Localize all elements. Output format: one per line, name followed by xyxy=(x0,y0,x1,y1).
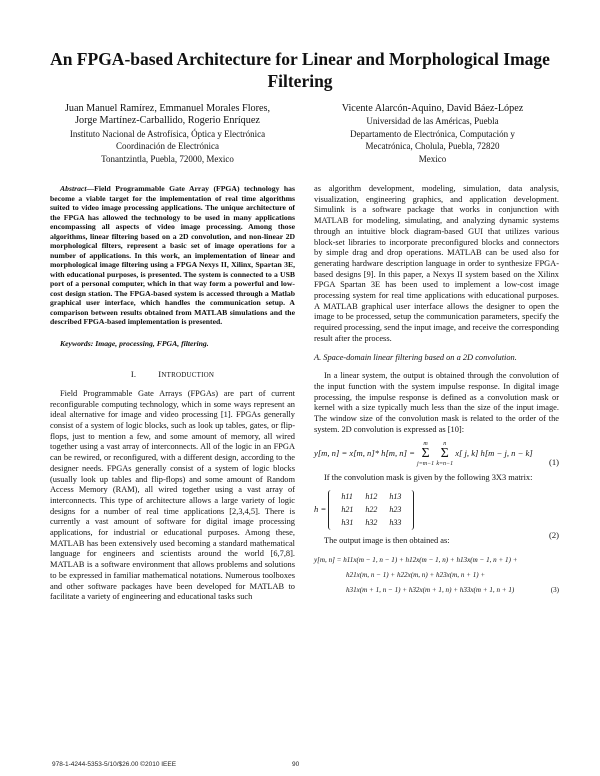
body-paragraph: The output image is then obtained as: xyxy=(324,536,450,546)
section-title-rest: NTRODUCTION xyxy=(161,371,215,380)
footer-copyright: 978-1-4244-5353-5/10/$26.00 ©2010 IEEE xyxy=(52,761,177,768)
page-number: 90 xyxy=(292,761,300,768)
equation-lhs: y[m, n] = x[m, n]* h[m, n] = xyxy=(314,448,415,459)
section-title-initial: I xyxy=(158,369,162,380)
summation-symbol: m Σ j=m−1 xyxy=(417,441,435,468)
authors-left xyxy=(40,103,295,165)
keywords: Keywords: Image, processing, FPGA, filtering. xyxy=(60,338,209,348)
summation-symbol: n Σ k=n−1 xyxy=(436,441,454,468)
affiliation: Tonantzintla, Puebla, 72000, Mexico xyxy=(101,153,234,164)
matrix-cell: h13 xyxy=(389,492,402,502)
authors-right xyxy=(305,103,560,165)
equation-3 xyxy=(314,553,559,598)
equation-line: h31x(m + 1, n − 1) + h32x(m + 1, n) + h33x(m + 1, n + 1) xyxy=(346,585,515,594)
equation-number: (3) xyxy=(550,585,559,594)
matrix-cell: h11 xyxy=(341,492,353,502)
matrix-cell: h21 xyxy=(341,504,354,514)
author-names: Jorge Martínez-Carballido, Rogerio Enríquez xyxy=(75,115,260,127)
body-paragraph: If the convolution mask is given by the following 3X3 matrix: xyxy=(324,473,533,483)
equation-rhs: x[ j, k] h[m − j, n − k] xyxy=(455,448,533,459)
equation-line: h21x(m, n − 1) + h22x(m, n) + h23x(m, n + 1) + xyxy=(346,570,486,579)
equation-lhs: h = xyxy=(314,504,327,515)
abstract-text: —Field Programmable Gate Array (FPGA) technology has become a viable target for the implementation of real time algorithms suited to video image processing applications. The unique architecture of the FPGA has allowed the technology to be used in many applications encompassing all aspects of video image processing. Among those algorithms, linear filtering based on a 2D convolution, and non-linear 2D morphological filters, represent a basic set of image operations for a number of applications. In this work, an implementation of linear and morphological image filtering using a FPGA Nexys II, Xilinx, Spartan 3E, with educational purposes, is presented. The system is connected to a USB port of a personal computer, which in that way form a powerful and low-cost design station. The FPGA-based system is accessed through a Matlab graphical user interface, which handles the communication setup. A comparison between results obtained from MATLAB simulations and the described FPGA-based implementation is presented. xyxy=(50,184,295,326)
body-paragraph: as algorithm development, modeling, simulation, data analysis, visualization, engineering graphics, and application development. Simulink is a software package that works in conjunction with MATLAB for modeling, simulating, and analyzing dynamic systems through an intuitive block diagram-based GUI that utilizes various block-set libraries to incorporate preconfigured blocks and connectors by simple drag and drop operations. MATLAB can be used also for generating hardware description language in order to synthesize FPGA-based designs [9]. In this paper, a Nexys II system based on the Xilinx FPGA Spartan 3E has been used to implement a low-cost image processing system for real time applications with educational purposes. A MATLAB graphical user interface allows the designer to open the image to be processed, setup the communication parameters, specify the required processing, send the input image, and receive the corresponding result after the process. xyxy=(314,184,559,343)
section-heading-introduction xyxy=(50,369,295,381)
abstract-label: Abstract xyxy=(60,184,87,193)
left-column xyxy=(50,184,295,603)
right-column xyxy=(314,184,559,604)
affiliation: Coordinación de Electrónica xyxy=(116,141,219,152)
matrix-cell: h31 xyxy=(341,517,354,527)
paper-title: An FPGA-based Architecture for Linear and Morphological Image Filtering xyxy=(50,49,550,91)
matrix-cell: h32 xyxy=(365,517,378,527)
body-paragraph: In a linear system, the output is obtained through the convolution of the input function with the system impulse response. In digital image processing, the impulse response is defined as a convolution mask or kernel with a size typically much less than the size of the input image. The window size of the convolution mask is related to the order of the system. 2D convolution is expressed as [10]: xyxy=(314,371,559,434)
matrix-cell: h22 xyxy=(365,504,378,514)
affiliation: Departamento de Electrónica, Computación y xyxy=(350,128,515,139)
equation-number: (2) xyxy=(548,530,559,541)
affiliation: Instituto Nacional de Astrofísica, Óptica y Electrónica xyxy=(69,128,266,139)
subsection-heading: A. Space-domain linear filtering based on a 2D convolution. xyxy=(314,352,517,362)
equation-number: (1) xyxy=(548,457,559,468)
equation-line: y[m, n] = h11x(m − 1, n − 1) + h12x(m − 1, n) + h13x(m − 1, n + 1) + xyxy=(314,555,518,564)
equation-1 xyxy=(314,441,559,467)
intro-paragraph: Field Programmable Gate Arrays (FPGAs) are part of current reconfigurable computing technology, which in some ways represent an ideal alternative for image and video processing [1]. FPGAs generally consist of a system of logic blocks, such as look up tables, gates, or flip-flops, just to mention a few, and some amount of memory, all wired together using a vast array of interconnects. All of the logic in an FPGA can be rewired, or reconfigured, with a different design, according to the designer needs. FPGAs generally consist of a system of logic blocks (usually look up tables and flip-flops) and some amount of Random Access Memory (RAM), all wired together using a vast array of interconnects. This type of architecture allows a large variety of logic designs for a number of real time applications [2,3,4,5]. There is currently a vast amount of software for digital image processing applications, for industrial or educational purposes. Among these, MATLAB has been extensively used becoming a standard mathematical language for engineers and scientists around the world [6,7,8]. MATLAB is a software environment that allows problems and solutions to be expressed in familiar mathematical notations. Numerous toolboxes and other software packages have been developed for MATLAB to facilitate a variety of engineering and educational tasks such xyxy=(50,388,295,602)
matrix-cell: h33 xyxy=(389,517,402,527)
author-names: Vicente Alarcón-Aquino, David Báez-López xyxy=(341,103,524,114)
affiliation: Mecatrónica, Cholula, Puebla, 72820 xyxy=(365,141,500,152)
matrix-cell: h23 xyxy=(389,504,402,514)
section-number: I. xyxy=(130,369,137,380)
author-names: Juan Manuel Ramírez, Emmanuel Morales Flores, xyxy=(64,103,271,114)
convolution-matrix xyxy=(328,490,414,530)
abstract xyxy=(50,184,295,327)
affiliation: Mexico xyxy=(418,153,447,164)
matrix-cell: h12 xyxy=(365,492,378,502)
affiliation: Universidad de las Américas, Puebla xyxy=(366,116,499,127)
